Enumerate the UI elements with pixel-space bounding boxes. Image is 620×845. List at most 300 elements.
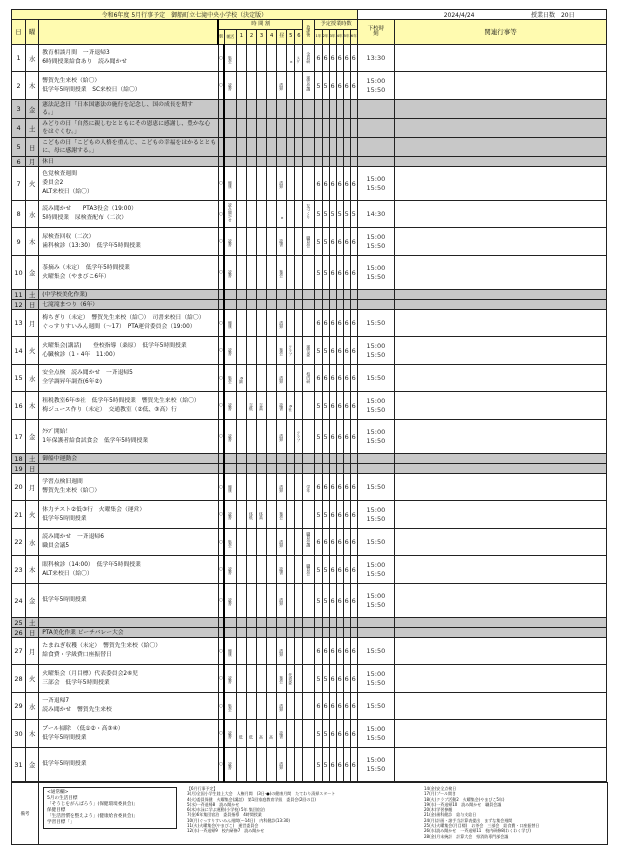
weekday: 金 (26, 748, 39, 782)
empty-cell (395, 454, 607, 464)
empty-cell (257, 300, 267, 310)
weekday: 水 (26, 529, 39, 556)
event-line: 梅ちぎり（未定） 響賀先生来校（給〇） 司書来校日（給〇） (42, 315, 205, 321)
period-4-cell (267, 529, 277, 556)
grade-hours-5: 6 (343, 501, 350, 529)
empty-cell (357, 157, 394, 167)
june-events-right (421, 783, 606, 842)
check-mark: ○ (218, 748, 224, 782)
day-events (39, 501, 219, 529)
weekday: 日 (26, 138, 39, 157)
empty-cell (257, 157, 267, 167)
empty-cell (267, 454, 277, 464)
morning-activity-cell (224, 337, 236, 365)
dismissal-time-1: 15:50 (366, 701, 386, 710)
period-2-cell (246, 501, 256, 529)
empty-cell (236, 628, 246, 638)
grade-hours-3: 5 (329, 201, 336, 228)
related-events (395, 501, 607, 529)
check-mark: ○ (218, 584, 224, 618)
period-6-cell (295, 228, 303, 256)
day-events (39, 474, 219, 501)
event-line: 1年保護者給食試食会 低学年5時間授業 (42, 437, 149, 444)
period-6: スケ (296, 55, 302, 64)
period-5-cell (287, 638, 295, 665)
morning-activity: 読書 (228, 434, 234, 442)
grade-hours-1: 5 (315, 201, 322, 228)
period-4-cell (267, 720, 277, 748)
event-line: 読み聞かせ 響賀先生来校 (42, 707, 112, 713)
empty-cell (315, 464, 322, 474)
period-6-cell (295, 310, 303, 337)
related-events (395, 638, 607, 665)
note-line: 28(金)月末統計 計算大会 県消防専門部会議 (424, 833, 509, 839)
event-line: 委員会2 (42, 180, 64, 186)
related-events (395, 45, 607, 72)
related-events (395, 529, 607, 556)
empty-cell (303, 157, 315, 167)
grade-hours-2: 5 (322, 201, 329, 228)
header-row-1 (12, 20, 607, 30)
empty-cell (336, 290, 343, 300)
grade-hours-5: 6 (343, 584, 350, 618)
period-2-cell (246, 693, 256, 720)
period-3-cell (257, 45, 267, 72)
empty-cell (350, 119, 357, 138)
period-5-cell (287, 693, 295, 720)
day-events (39, 720, 219, 748)
after-school-cell (303, 529, 315, 556)
empty-cell (246, 454, 256, 464)
empty-cell (287, 100, 295, 119)
period-4-cell (267, 420, 277, 454)
lunch-activity-cell (277, 420, 287, 454)
day-row (12, 157, 607, 167)
grade-hours-3: 6 (329, 365, 336, 392)
grade-hours-1: 5 (315, 720, 322, 748)
dismissal-time-1: 15:50 (366, 318, 386, 327)
grade-hours-6: 6 (350, 256, 357, 290)
period-1: 6調 (239, 377, 245, 384)
event-line: 火曜集会（やまびこ6年） (42, 273, 110, 280)
weekday: 金 (26, 420, 39, 454)
related-events (395, 584, 607, 618)
day-row (12, 464, 607, 474)
day-number: 21 (12, 501, 26, 529)
note-line: 「生活習慣を整えよう」(健康給食委員会)」 (47, 814, 138, 819)
period-5-cell (287, 665, 295, 693)
period-2-cell (246, 420, 256, 454)
empty-cell (395, 628, 607, 638)
day-row (12, 228, 607, 256)
empty-cell (395, 157, 607, 167)
check-mark: ○ (218, 256, 224, 290)
title-row (12, 10, 607, 20)
day-row (12, 628, 607, 638)
period-1-cell (236, 720, 246, 748)
empty-cell (295, 464, 303, 474)
day-events (39, 157, 219, 167)
morning-activity: 健康 (228, 484, 234, 493)
col-day: 日 (12, 20, 26, 45)
event-line: 低学年5時間授業 (42, 597, 87, 603)
lunch-activity: 清掃 (279, 703, 285, 712)
lunch-activity-cell (277, 556, 287, 584)
related-events (395, 665, 607, 693)
lunch-activity-cell (277, 45, 287, 72)
note-line: 5月の生活目標 (47, 796, 78, 801)
event-line: 響賀先生来校（給〇） (42, 488, 101, 494)
period-6-cell (295, 45, 303, 72)
period-4-cell (267, 584, 277, 618)
grade-hours-4: 6 (336, 693, 343, 720)
event-line: 低学年5時間授業 (42, 734, 87, 741)
note-line: 25(火)火曜集会(月目標) お茶会 三部会 給食費・口座振替日 (424, 823, 540, 829)
grade-hours-4: 6 (336, 228, 343, 256)
grade-hours-2: 6 (322, 474, 329, 501)
grade-hours-5: 6 (343, 693, 350, 720)
grade-hours-4: 6 (336, 72, 343, 100)
period-4-cell (267, 665, 277, 693)
event-line: (中学校美化作業) (42, 291, 88, 298)
check-mark: ○ (218, 310, 224, 337)
dismissal-time-2: 15:50 (366, 183, 386, 192)
empty-cell (350, 138, 357, 157)
empty-cell (224, 628, 236, 638)
grade-hours-4: 6 (336, 474, 343, 501)
grade-hours-6: 6 (350, 337, 357, 365)
empty-cell (329, 290, 336, 300)
day-number: 29 (12, 693, 26, 720)
period-6-cell (295, 256, 303, 290)
day-number: 13 (12, 310, 26, 337)
period-4-cell (267, 638, 277, 665)
dismissal-time (357, 365, 394, 392)
day-number: 20 (12, 474, 26, 501)
period-3-cell (257, 337, 267, 365)
empty-cell (357, 138, 394, 157)
empty-cell (246, 157, 256, 167)
event-line: 安全点検 読み聞かせ 一斉退帰5 (42, 370, 133, 376)
lunch-activity-cell (277, 748, 287, 782)
empty-cell (287, 464, 295, 474)
event-line: ALT来校日（給〇） (42, 570, 93, 577)
morning-activity-cell (224, 501, 236, 529)
note-line: 6(木)水泳に学ぶ運動(小学校) 5年 集団宿泊 (187, 807, 265, 813)
period-3-cell (257, 365, 267, 392)
day-events (39, 420, 219, 454)
check-mark: ○ (218, 474, 224, 501)
empty-cell (303, 290, 315, 300)
empty-cell (277, 464, 287, 474)
lunch-activity: 集会 (279, 676, 285, 684)
weekday: 木 (26, 392, 39, 420)
period-3-cell (257, 529, 267, 556)
day-number: 22 (12, 529, 26, 556)
lunch-activity-cell (277, 256, 287, 290)
empty-cell (224, 618, 236, 628)
empty-cell (236, 454, 246, 464)
empty-cell (336, 628, 343, 638)
days-label: 授業日数 (531, 12, 556, 19)
period-5-cell (287, 720, 295, 748)
grade-hours-6: 6 (350, 720, 357, 748)
period-2: 低 (249, 735, 255, 739)
empty-cell (357, 628, 394, 638)
empty-cell (287, 618, 295, 628)
empty-cell (236, 618, 246, 628)
empty-cell (336, 157, 343, 167)
period-5-cell (287, 420, 295, 454)
period-2-cell (246, 748, 256, 782)
period-2-cell (246, 474, 256, 501)
lunch-activity-cell (277, 365, 287, 392)
period-5-cell (287, 45, 295, 72)
empty-cell (246, 618, 256, 628)
day-number: 23 (12, 556, 26, 584)
grade-hours-3: 6 (329, 256, 336, 290)
after-school-cell (303, 365, 315, 392)
weekday: 木 (26, 720, 39, 748)
empty-cell (277, 119, 287, 138)
day-number: 12 (12, 300, 26, 310)
period-3-cell (257, 474, 267, 501)
empty-cell (395, 100, 607, 119)
grade-hours-2: 5 (322, 256, 329, 290)
empty-cell (287, 119, 295, 138)
empty-cell (257, 138, 267, 157)
period-4-cell (267, 256, 277, 290)
schedule-table (11, 9, 607, 782)
grade-hours-1: 5 (315, 337, 322, 365)
col-weekday: 曜 (26, 20, 39, 45)
event-line: 休日 (42, 158, 54, 165)
period-4-cell (267, 501, 277, 529)
grade-hours-4: 5 (336, 201, 343, 228)
grade-hours-2: 5 (322, 748, 329, 782)
after-school-cell (303, 256, 315, 290)
grade-hours-5: 6 (343, 556, 350, 584)
day-number: 7 (12, 167, 26, 201)
grade-hours-6: 6 (350, 474, 357, 501)
empty-cell (315, 618, 322, 628)
lunch-activity: 集会 (279, 512, 285, 520)
day-events (39, 638, 219, 665)
empty-cell (295, 290, 303, 300)
day-events (39, 464, 219, 474)
period-6-cell (295, 420, 303, 454)
morning-activity-cell (224, 392, 236, 420)
period-5: クラブ (288, 344, 294, 356)
day-events (39, 454, 219, 464)
empty-cell (322, 119, 329, 138)
col-p3: 3 (257, 30, 267, 45)
dismissal-time-1: 15:00 (366, 174, 386, 183)
dismissal-time (357, 665, 394, 693)
grade-hours-3: 6 (329, 529, 336, 556)
dismissal-time (357, 45, 394, 72)
morning-activity-cell (224, 256, 236, 290)
day-row (12, 529, 607, 556)
empty-cell (303, 464, 315, 474)
period-3-cell (257, 665, 267, 693)
morning-activity: 集会 (228, 703, 234, 712)
grade-hours-1: 5 (315, 748, 322, 782)
period-4-cell (267, 365, 277, 392)
empty-cell (303, 454, 315, 464)
period-1: 低 (239, 735, 245, 739)
grade-hours-6: 6 (350, 501, 357, 529)
period-6-cell (295, 72, 303, 100)
period-3-cell (257, 256, 267, 290)
after-school: 校内研 (306, 372, 312, 384)
period-3-cell (257, 392, 267, 420)
period-5: 6社 (288, 404, 294, 411)
grade-hours-4: 6 (336, 420, 343, 454)
related-events (395, 72, 607, 100)
morning-activity-cell (224, 474, 236, 501)
empty-cell (257, 464, 267, 474)
grade-hours-6: 6 (350, 693, 357, 720)
empty-cell (277, 628, 287, 638)
after-school-cell (303, 228, 315, 256)
day-events (39, 693, 219, 720)
day-row (12, 720, 607, 748)
empty-cell (315, 138, 322, 157)
dismissal-time-1: 15:00 (366, 263, 386, 272)
dismissal-time-1: 15:00 (366, 560, 386, 569)
header-meta (357, 10, 606, 20)
day-row (12, 392, 607, 420)
period-1-cell (236, 665, 246, 693)
period-3-cell (257, 748, 267, 782)
after-school-cell (303, 167, 315, 201)
dismissal-time-1: 15:00 (366, 724, 386, 733)
notes-row (12, 783, 608, 845)
related-events (395, 228, 607, 256)
empty-cell (357, 454, 394, 464)
empty-cell (343, 628, 350, 638)
empty-cell (343, 138, 350, 157)
lunch-activity: 清掃 (279, 320, 285, 329)
lunch-activity-cell (277, 584, 287, 618)
grade-hours-3: 6 (329, 310, 336, 337)
dismissal-time-1: 15:50 (366, 482, 386, 491)
weekday: 日 (26, 300, 39, 310)
weekday: 金 (26, 256, 39, 290)
check-mark: ○ (218, 556, 224, 584)
weekday: 木 (26, 72, 39, 100)
event-line: 心臓検診（1・4年 11:00） (42, 351, 119, 358)
dismissal-time-2: 15:50 (366, 350, 386, 359)
after-school-cell (303, 201, 315, 228)
col-grade-5: 5年 (343, 30, 350, 45)
morning-activity-cell (224, 365, 236, 392)
dismissal-time (357, 72, 394, 100)
event-line: 6時間授業給食あり 読み聞かせ (42, 59, 128, 65)
day-row (12, 556, 607, 584)
morning-activity: 読書 (228, 676, 234, 684)
empty-cell (246, 100, 256, 119)
grade-hours-4: 6 (336, 665, 343, 693)
days-value: 20日 (560, 12, 575, 19)
grade-hours-4: 6 (336, 529, 343, 556)
grade-hours-3: 6 (329, 45, 336, 72)
empty-cell (322, 100, 329, 119)
empty-cell (329, 464, 336, 474)
empty-cell (343, 290, 350, 300)
empty-cell (277, 290, 287, 300)
empty-cell (336, 300, 343, 310)
grade-hours-5: 6 (343, 256, 350, 290)
grade-hours-2: 5 (322, 720, 329, 748)
day-row (12, 474, 607, 501)
weekday: 月 (26, 310, 39, 337)
period-3-cell (257, 501, 267, 529)
empty-cell (395, 290, 607, 300)
event-line: 憲法記念日「日本国憲法の施行を記念し、国の成長を期す (42, 101, 193, 108)
event-line: 読み聞かせ PTA3役会（19:00） (42, 206, 137, 212)
check-mark: ○ (218, 45, 224, 72)
note-line: 保健目標 (47, 808, 66, 813)
event-line: 色覚検査週間 (42, 171, 78, 177)
dismissal-time-2: 15:50 (366, 733, 386, 742)
empty-cell (224, 300, 236, 310)
grade-hours-5: 6 (343, 720, 350, 748)
day-events (39, 300, 219, 310)
notes-content (39, 783, 608, 845)
grade-hours-2: 5 (322, 392, 329, 420)
dismissal-time-1: 15:00 (366, 427, 386, 436)
grade-hours-3: 6 (329, 638, 336, 665)
empty-cell (246, 119, 256, 138)
header-date: 2024/4/24 (443, 12, 475, 19)
empty-cell (224, 138, 236, 157)
grade-hours-4: 6 (336, 556, 343, 584)
empty-cell (295, 618, 303, 628)
june-events-left (184, 783, 434, 837)
empty-cell (287, 300, 295, 310)
check-mark: ○ (218, 201, 224, 228)
morning-activity-cell (224, 45, 236, 72)
col-asa2: 朝活 (224, 30, 236, 45)
period-4-cell (267, 72, 277, 100)
period-2-cell (246, 256, 256, 290)
weekday: 日 (26, 628, 39, 638)
grade-hours-1: 5 (315, 72, 322, 100)
grade-hours-6: 6 (350, 584, 357, 618)
event-line: 低学年5時間授業 (42, 515, 87, 522)
period-5-cell (287, 228, 295, 256)
weekday: 土 (26, 618, 39, 628)
empty-cell (267, 464, 277, 474)
empty-cell (350, 100, 357, 119)
period-1-cell (236, 420, 246, 454)
after-school-cell (303, 665, 315, 693)
period-4-cell (267, 45, 277, 72)
empty-cell (287, 138, 295, 157)
empty-cell (257, 100, 267, 119)
empty-cell (267, 290, 277, 300)
morning-activity: 読み聞かせ (228, 202, 234, 222)
weekday: 火 (26, 501, 39, 529)
empty-cell (267, 119, 277, 138)
after-school-cell (303, 720, 315, 748)
empty-cell (315, 628, 322, 638)
day-number: 28 (12, 665, 26, 693)
event-line: 低学年5時間授業 (42, 761, 87, 767)
period-1-cell (236, 693, 246, 720)
